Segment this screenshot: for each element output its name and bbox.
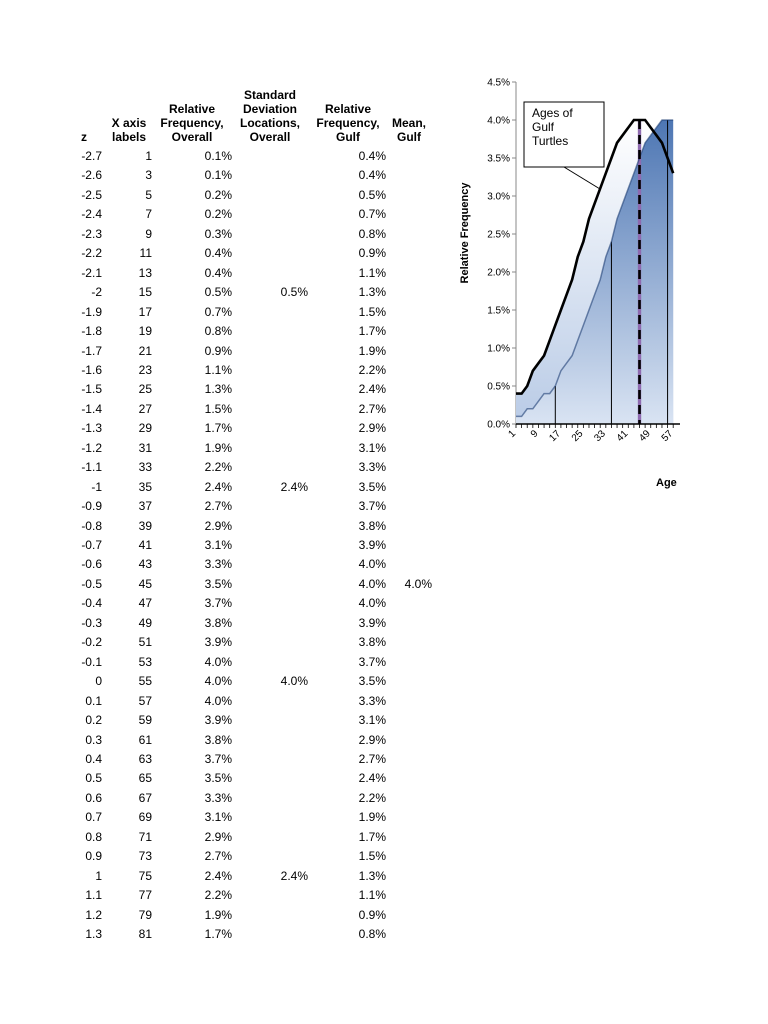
cell-relative-frequency-overall: 0.4% (204, 265, 232, 280)
cell-x-axis-label: 41 (138, 538, 152, 552)
cell-z: -2.1 (81, 265, 102, 280)
cell-z: -0.9 (81, 499, 102, 514)
cell-relative-frequency-gulf: 2.9% (358, 421, 386, 436)
cell-relative-frequency-gulf: 4.0% (358, 596, 386, 611)
cell-relative-frequency-overall: 1.7% (204, 421, 232, 436)
cell-relative-frequency-gulf: 1.5% (358, 849, 386, 864)
cell-z: -1.7 (81, 343, 102, 358)
y-tick-label: 1.5% (487, 305, 510, 317)
x-tick-label: 49 (637, 428, 653, 444)
cell-relative-frequency-gulf: 2.2% (358, 362, 386, 377)
cell-relative-frequency-gulf: 0.9% (358, 246, 386, 261)
cell-relative-frequency-overall: 3.1% (204, 538, 232, 552)
cell-x-axis-label: 23 (138, 362, 152, 377)
cell-relative-frequency-overall: 0.9% (204, 343, 232, 358)
cell-relative-frequency-overall: 4.0% (204, 674, 232, 689)
x-tick-label: 17 (547, 428, 564, 444)
cell-relative-frequency-gulf: 3.3% (358, 460, 386, 475)
cell-relative-frequency-gulf: 1.7% (358, 829, 386, 844)
cell-relative-frequency-gulf: 4.0% (358, 557, 386, 572)
y-tick-label: 3.0% (487, 191, 510, 203)
cell-relative-frequency-gulf: 2.9% (358, 732, 386, 747)
cell-relative-frequency-overall: 4.0% (204, 693, 232, 708)
cell-x-axis-label: 27 (138, 401, 152, 416)
cell-z: 1.2 (85, 907, 102, 922)
cell-relative-frequency-gulf: 0.4% (358, 149, 386, 163)
cell-x-axis-label: 17 (138, 304, 152, 319)
cell-relative-frequency-gulf: 2.2% (358, 790, 386, 805)
cell-relative-frequency-overall: 0.2% (204, 187, 232, 202)
cell-relative-frequency-gulf: 3.5% (358, 479, 386, 494)
cell-relative-frequency-gulf: 3.8% (358, 518, 386, 533)
cell-relative-frequency-overall: 1.9% (204, 907, 232, 922)
cell-z: -2.5 (81, 187, 102, 202)
cell-x-axis-label: 69 (138, 810, 152, 825)
cell-z: 1.3 (85, 927, 102, 941)
annotation-text: Turtles (532, 134, 569, 148)
cell-x-axis-label: 19 (138, 324, 152, 339)
cell-x-axis-label: 29 (138, 421, 152, 436)
cell-z: 0 (95, 674, 102, 689)
cell-x-axis-label: 51 (138, 635, 152, 650)
cell-relative-frequency-gulf: 1.3% (358, 868, 386, 883)
x-tick-label: 25 (569, 428, 586, 444)
cell-relative-frequency-overall: 3.1% (204, 810, 232, 825)
cell-x-axis-label: 63 (138, 751, 152, 766)
y-tick-label: 0.0% (487, 419, 510, 431)
cell-relative-frequency-overall: 2.2% (204, 460, 232, 475)
cell-z: -2.2 (81, 246, 102, 261)
cell-x-axis-label: 77 (138, 888, 152, 903)
cell-z: 1 (95, 868, 102, 883)
header-mean-gulf: Mean, Gulf (391, 116, 426, 144)
cell-x-axis-label: 57 (138, 693, 152, 708)
cell-relative-frequency-gulf: 0.8% (358, 226, 386, 241)
cell-x-axis-label: 15 (138, 285, 152, 300)
cell-relative-frequency-overall: 3.3% (204, 790, 232, 805)
cell-z: 0.5 (85, 771, 102, 786)
cell-x-axis-label: 3 (145, 168, 152, 183)
header-z: z (81, 130, 87, 144)
cell-z: 0.1 (85, 693, 102, 708)
cell-x-axis-label: 79 (138, 907, 152, 922)
header-sd-locations-overall: Standard Deviation Locations, Overall (239, 88, 300, 144)
cell-relative-frequency-gulf: 3.7% (358, 654, 386, 669)
cell-x-axis-label: 55 (138, 674, 152, 689)
y-tick-label: 2.5% (487, 229, 510, 241)
cell-z: -2.6 (81, 168, 102, 183)
cell-z: 1.1 (85, 888, 102, 903)
cell-x-axis-label: 7 (145, 207, 152, 222)
cell-relative-frequency-gulf: 2.7% (358, 751, 386, 766)
cell-relative-frequency-overall: 3.5% (204, 771, 232, 786)
cell-relative-frequency-gulf: 1.9% (358, 810, 386, 825)
cell-x-axis-label: 25 (138, 382, 152, 397)
cell-z: -1 (91, 479, 102, 494)
cell-z: -2.7 (81, 149, 102, 163)
cell-x-axis-label: 67 (138, 790, 152, 805)
cell-z: -0.6 (81, 557, 102, 572)
cell-relative-frequency-overall: 3.3% (204, 557, 232, 572)
cell-z: 0.7 (85, 810, 102, 825)
y-tick-label: 2.0% (487, 267, 510, 279)
cell-sd-location: 2.4% (280, 479, 308, 494)
cell-z: -0.5 (81, 576, 102, 591)
cell-x-axis-label: 45 (138, 576, 152, 591)
y-tick-label: 4.5% (487, 77, 510, 89)
header-x-axis-labels: X axis labels (111, 116, 147, 144)
cell-relative-frequency-overall: 3.5% (204, 576, 232, 591)
cell-relative-frequency-gulf: 3.7% (358, 499, 386, 514)
cell-x-axis-label: 35 (138, 479, 152, 494)
cell-relative-frequency-gulf: 1.9% (358, 343, 386, 358)
cell-sd-location: 2.4% (280, 868, 308, 883)
cell-x-axis-label: 81 (138, 927, 152, 941)
y-axis-label: Relative Frequency (459, 182, 471, 284)
cell-z: -1.9 (81, 304, 102, 319)
cell-relative-frequency-overall: 1.5% (204, 401, 232, 416)
x-axis-label: Age (656, 477, 677, 489)
cell-z: -0.1 (81, 654, 102, 669)
cell-x-axis-label: 1 (145, 149, 152, 163)
cell-z: -0.8 (81, 518, 102, 533)
cell-relative-frequency-overall: 2.9% (204, 829, 232, 844)
cell-z: 0.4 (85, 751, 102, 766)
cell-relative-frequency-overall: 2.7% (204, 849, 232, 864)
cell-relative-frequency-overall: 2.4% (204, 479, 232, 494)
cell-relative-frequency-overall: 3.8% (204, 732, 232, 747)
cell-x-axis-label: 59 (138, 713, 152, 728)
cell-relative-frequency-overall: 3.9% (204, 713, 232, 728)
cell-relative-frequency-gulf: 0.8% (358, 927, 386, 941)
annotation-text: Gulf (532, 120, 555, 134)
cell-relative-frequency-overall: 1.3% (204, 382, 232, 397)
cell-z: -1.5 (81, 382, 102, 397)
cell-relative-frequency-overall: 2.9% (204, 518, 232, 533)
cell-relative-frequency-gulf: 3.9% (358, 538, 386, 552)
cell-z: -0.3 (81, 615, 102, 630)
cell-relative-frequency-gulf: 0.4% (358, 168, 386, 183)
cell-relative-frequency-gulf: 1.1% (358, 888, 386, 903)
cell-sd-location: 4.0% (280, 674, 308, 689)
cell-relative-frequency-gulf: 0.7% (358, 207, 386, 222)
cell-relative-frequency-gulf: 3.1% (358, 713, 386, 728)
cell-relative-frequency-overall: 1.1% (204, 362, 232, 377)
cell-z: 0.8 (85, 829, 102, 844)
cell-relative-frequency-overall: 0.5% (204, 285, 232, 300)
cell-relative-frequency-overall: 0.4% (204, 246, 232, 261)
cell-relative-frequency-overall: 0.2% (204, 207, 232, 222)
y-tick-label: 1.0% (487, 343, 510, 355)
cell-relative-frequency-gulf: 3.3% (358, 693, 386, 708)
cell-x-axis-label: 37 (138, 499, 152, 514)
cell-relative-frequency-overall: 3.9% (204, 635, 232, 650)
cell-z: -1.6 (81, 362, 102, 377)
cell-relative-frequency-overall: 2.4% (204, 868, 232, 883)
cell-relative-frequency-overall: 0.1% (204, 168, 232, 183)
cell-relative-frequency-overall: 1.7% (204, 927, 232, 941)
cell-relative-frequency-gulf: 2.4% (358, 382, 386, 397)
cell-z: -2.4 (81, 207, 102, 222)
cell-z: -0.2 (81, 635, 102, 650)
cell-relative-frequency-gulf: 1.5% (358, 304, 386, 319)
y-tick-label: 3.5% (487, 153, 510, 165)
cell-relative-frequency-gulf: 0.5% (358, 187, 386, 202)
cell-relative-frequency-overall: 2.7% (204, 499, 232, 514)
cell-x-axis-label: 11 (139, 246, 152, 261)
cell-relative-frequency-overall: 0.3% (204, 226, 232, 241)
cell-relative-frequency-gulf: 1.3% (358, 285, 386, 300)
cell-x-axis-label: 49 (138, 615, 152, 630)
cell-relative-frequency-gulf: 3.5% (358, 674, 386, 689)
cell-z: -1.4 (81, 401, 102, 416)
cell-relative-frequency-overall: 3.8% (204, 615, 232, 630)
cell-relative-frequency-gulf: 2.7% (358, 401, 386, 416)
cell-z: 0.6 (85, 790, 102, 805)
cell-relative-frequency-overall: 1.9% (204, 440, 232, 455)
cell-relative-frequency-gulf: 1.7% (358, 324, 386, 339)
cell-z: -0.4 (81, 596, 102, 611)
cell-z: 0.2 (85, 713, 102, 728)
cell-x-axis-label: 47 (138, 596, 152, 611)
cell-x-axis-label: 5 (145, 187, 152, 202)
x-tick-label: 9 (528, 428, 541, 441)
cell-x-axis-label: 73 (138, 849, 152, 864)
cell-z: -2.3 (81, 226, 102, 241)
cell-x-axis-label: 21 (138, 343, 152, 358)
cell-relative-frequency-gulf: 1.1% (358, 265, 386, 280)
cell-relative-frequency-overall: 0.1% (204, 149, 232, 163)
cell-x-axis-label: 31 (138, 440, 152, 455)
y-tick-label: 4.0% (487, 115, 510, 127)
cell-sd-location: 0.5% (280, 285, 308, 300)
cell-relative-frequency-overall: 0.8% (204, 324, 232, 339)
relative-frequency-chart (450, 70, 680, 500)
cell-relative-frequency-overall: 3.7% (204, 751, 232, 766)
cell-z: -2 (91, 285, 102, 300)
cell-z: 0.9 (85, 849, 102, 864)
cell-z: 0.3 (85, 732, 102, 747)
annotation-pointer (564, 167, 600, 189)
x-tick-label: 57 (659, 428, 676, 444)
cell-relative-frequency-gulf: 0.9% (358, 907, 386, 922)
cell-relative-frequency-overall: 0.7% (204, 304, 232, 319)
x-tick-label: 1 (506, 428, 519, 441)
cell-z: -1.2 (81, 440, 102, 455)
cell-x-axis-label: 13 (138, 265, 152, 280)
cell-relative-frequency-gulf: 3.1% (358, 440, 386, 455)
cell-relative-frequency-gulf: 3.8% (358, 635, 386, 650)
cell-relative-frequency-gulf: 3.9% (358, 615, 386, 630)
cell-z: -1.3 (81, 421, 102, 436)
cell-z: -0.7 (81, 538, 102, 552)
x-tick-label: 41 (614, 428, 631, 444)
cell-x-axis-label: 33 (138, 460, 152, 475)
cell-relative-frequency-overall: 3.7% (204, 596, 232, 611)
cell-x-axis-label: 9 (145, 226, 152, 241)
cell-x-axis-label: 75 (138, 868, 152, 883)
cell-relative-frequency-overall: 4.0% (204, 654, 232, 669)
cell-x-axis-label: 43 (138, 557, 152, 572)
cell-x-axis-label: 39 (138, 518, 152, 533)
cell-mean-gulf: 4.0% (404, 576, 432, 591)
header-relative-frequency-gulf: Relative Frequency, Gulf (316, 102, 380, 144)
cell-relative-frequency-gulf: 2.4% (358, 771, 386, 786)
cell-x-axis-label: 61 (138, 732, 152, 747)
x-tick-label: 33 (592, 428, 608, 444)
cell-z: -1.1 (81, 460, 102, 475)
cell-x-axis-label: 65 (138, 771, 152, 786)
cell-relative-frequency-overall: 2.2% (204, 888, 232, 903)
y-tick-label: 0.5% (487, 381, 510, 393)
header-relative-frequency-overall: Relative Frequency, Overall (160, 102, 224, 144)
cell-x-axis-label: 71 (138, 829, 152, 844)
cell-z: -1.8 (81, 324, 102, 339)
annotation-text: Ages of (532, 106, 573, 120)
cell-x-axis-label: 53 (138, 654, 152, 669)
cell-relative-frequency-gulf: 4.0% (358, 576, 386, 591)
